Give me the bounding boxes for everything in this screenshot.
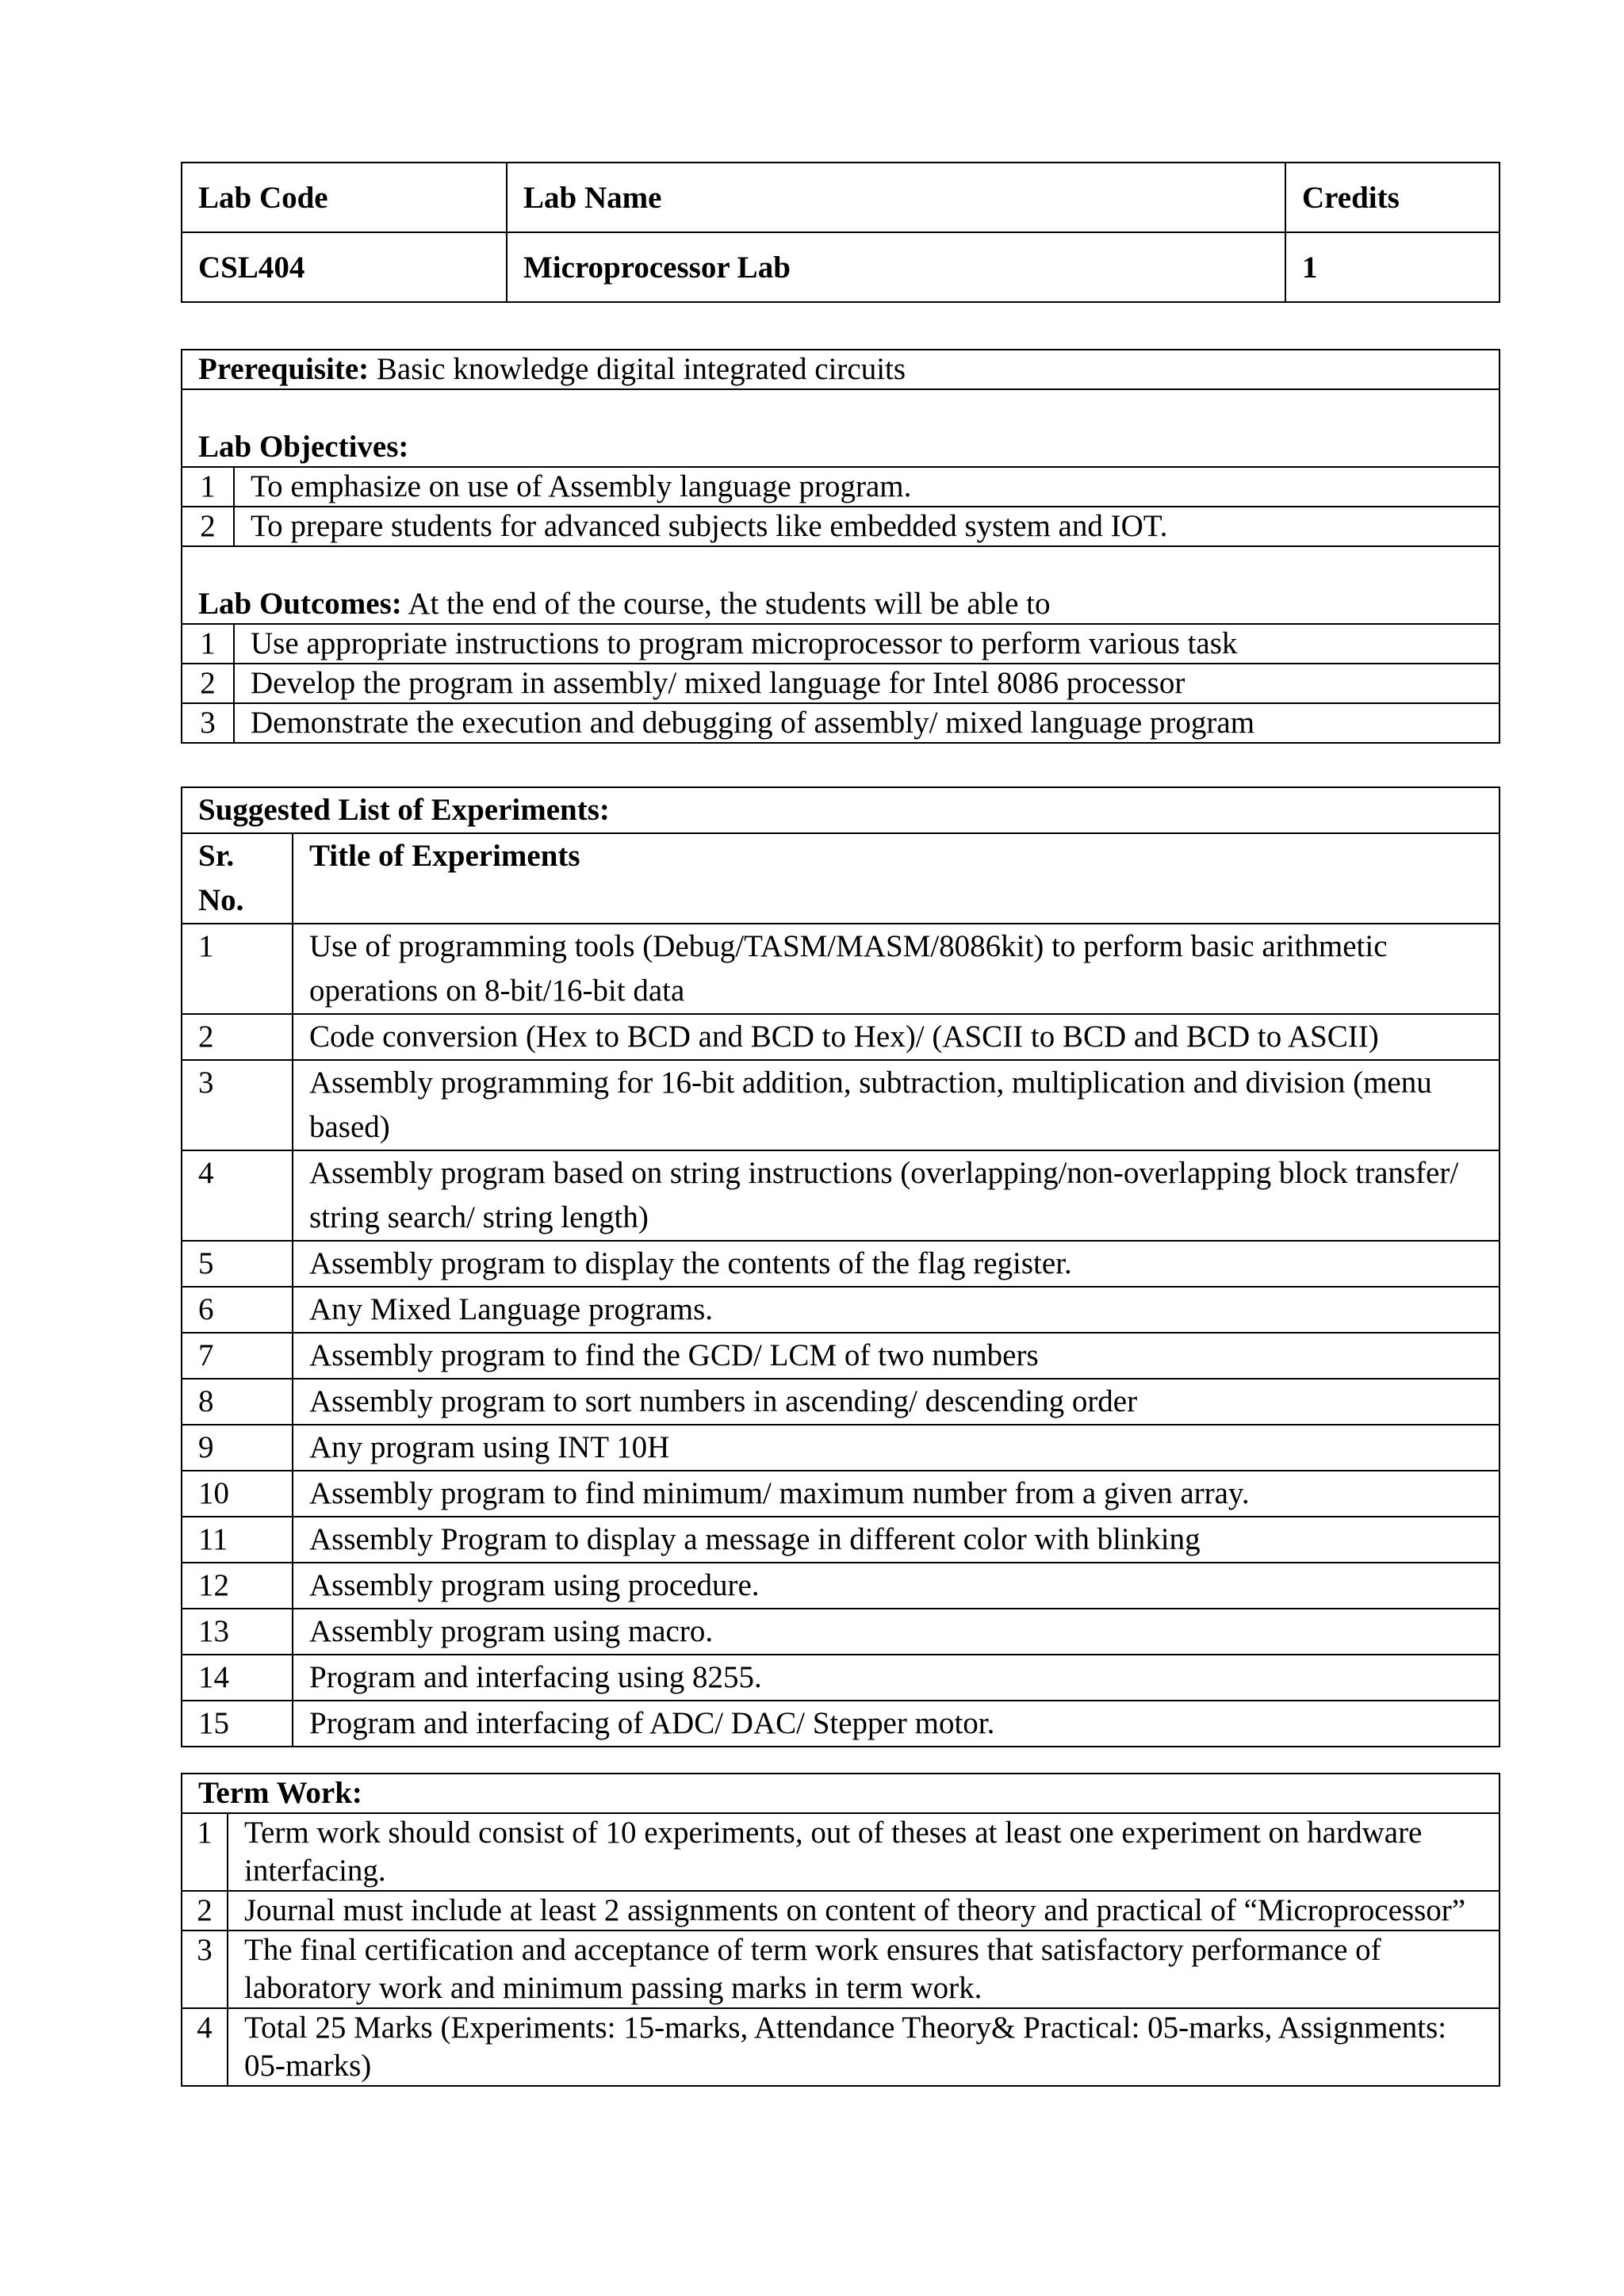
experiment-row-number: 9 — [182, 1425, 293, 1471]
experiment-row-number: 11 — [182, 1517, 293, 1563]
term-work-row — [182, 1813, 1500, 1891]
term-work-row-number: 3 — [182, 1931, 228, 2008]
experiments-table — [181, 786, 1500, 1747]
experiment-row-text: Assembly Program to display a message in different color with blinking — [293, 1517, 1500, 1563]
term-work-row — [182, 1891, 1500, 1931]
experiment-row-number: 2 — [182, 1014, 293, 1060]
lab-name-header: Lab Name — [507, 163, 1285, 232]
experiment-row-text: Any Mixed Language programs. — [293, 1287, 1500, 1333]
term-work-heading: Term Work: — [182, 1774, 1500, 1813]
experiments-list — [182, 924, 1500, 1747]
experiment-row-text: Assembly program using macro. — [293, 1609, 1500, 1655]
term-work-row-text: The final certification and acceptance of term work ensures that satisfactory performance of laboratory work and minimum passing marks in term work. — [228, 1931, 1500, 2008]
outcome-row-number: 2 — [182, 664, 234, 703]
experiment-row-text: Assembly program to display the contents of the flag register. — [293, 1241, 1500, 1287]
term-work-row — [182, 1931, 1500, 2008]
lab-code-value: CSL404 — [182, 232, 507, 302]
outcomes-label: Lab Outcomes: — [198, 587, 402, 621]
outcome-row-text: Use appropriate instructions to program microprocessor to perform various task — [234, 624, 1500, 664]
objective-row-text: To prepare students for advanced subjects like embedded system and IOT. — [234, 507, 1500, 546]
outcome-row-text: Develop the program in assembly/ mixed language for Intel 8086 processor — [234, 664, 1500, 703]
experiments-column-header-row — [182, 833, 1500, 924]
outcome-row — [182, 624, 1500, 664]
objective-row-text: To emphasize on use of Assembly language program. — [234, 467, 1500, 507]
term-work-row — [182, 2008, 1500, 2086]
objectives-list — [182, 467, 1500, 546]
term-work-row-number: 4 — [182, 2008, 228, 2086]
term-work-table — [181, 1773, 1500, 2087]
outcome-row-text: Demonstrate the execution and debugging of assembly/ mixed language program — [234, 703, 1500, 743]
outcome-row-number: 1 — [182, 624, 234, 664]
prerequisite-label: Prerequisite: — [198, 352, 370, 386]
experiment-row-text: Assembly program to find minimum/ maximum number from a given array. — [293, 1471, 1500, 1517]
term-work-list — [182, 1813, 1500, 2086]
credits-header: Credits — [1285, 163, 1500, 232]
experiment-row-number: 10 — [182, 1471, 293, 1517]
lab-code-header: Lab Code — [182, 163, 507, 232]
experiment-row — [182, 1014, 1500, 1060]
experiment-row-number: 5 — [182, 1241, 293, 1287]
objective-row-number: 1 — [182, 467, 234, 507]
experiment-row-text: Assembly program to find the GCD/ LCM of two numbers — [293, 1333, 1500, 1379]
outcome-row — [182, 664, 1500, 703]
sr-no-header — [182, 833, 293, 924]
experiment-row — [182, 1287, 1500, 1333]
experiments-heading-row — [182, 787, 1500, 833]
experiment-row — [182, 1471, 1500, 1517]
experiment-row — [182, 924, 1500, 1014]
experiment-row-text: Assembly program based on string instructions (overlapping/non-overlapping block transfer/ string search/ string length) — [293, 1150, 1500, 1241]
experiment-row-number: 1 — [182, 924, 293, 1014]
outcomes-intro: At the end of the course, the students will be able to — [401, 587, 1051, 621]
experiment-row — [182, 1517, 1500, 1563]
experiment-row — [182, 1241, 1500, 1287]
objective-row — [182, 507, 1500, 546]
experiment-row — [182, 1425, 1500, 1471]
experiment-row-number: 4 — [182, 1150, 293, 1241]
term-work-row-number: 2 — [182, 1891, 228, 1931]
experiment-row-text: Any program using INT 10H — [293, 1425, 1500, 1471]
experiment-row — [182, 1150, 1500, 1241]
experiment-row — [182, 1563, 1500, 1609]
outcome-row-number: 3 — [182, 703, 234, 743]
course-details-table — [181, 349, 1500, 744]
experiment-row-text: Program and interfacing of ADC/ DAC/ Stepper motor. — [293, 1701, 1500, 1747]
lab-info-header-row — [182, 163, 1500, 232]
experiment-row-number: 13 — [182, 1609, 293, 1655]
experiment-row-number: 7 — [182, 1333, 293, 1379]
outcome-row — [182, 703, 1500, 743]
experiment-row-text: Program and interfacing using 8255. — [293, 1655, 1500, 1701]
experiment-row-number: 14 — [182, 1655, 293, 1701]
title-header: Title of Experiments — [293, 833, 1500, 924]
term-work-row-text: Total 25 Marks (Experiments: 15-marks, Attendance Theory& Practical: 05-marks, Assignments: 05-marks) — [228, 2008, 1500, 2086]
lab-info-table — [181, 162, 1500, 303]
outcomes-heading-row — [182, 546, 1500, 624]
experiment-row — [182, 1701, 1500, 1747]
term-work-row-text: Journal must include at least 2 assignments on content of theory and practical of “Microprocessor” — [228, 1891, 1500, 1931]
experiment-row-number: 8 — [182, 1379, 293, 1425]
experiment-row — [182, 1060, 1500, 1150]
objectives-heading-row — [182, 389, 1500, 467]
sr-no-header-line1: Sr. — [198, 839, 235, 873]
term-work-row-text: Term work should consist of 10 experiments, out of theses at least one experiment on hardware interfacing. — [228, 1813, 1500, 1891]
experiment-row-number: 6 — [182, 1287, 293, 1333]
experiment-row — [182, 1333, 1500, 1379]
experiment-row-text: Code conversion (Hex to BCD and BCD to Hex)/ (ASCII to BCD and BCD to ASCII) — [293, 1014, 1500, 1060]
credits-value: 1 — [1285, 232, 1500, 302]
experiment-row-text: Assembly programming for 16-bit addition, subtraction, multiplication and division (menu based) — [293, 1060, 1500, 1150]
objective-row — [182, 467, 1500, 507]
lab-info-row — [182, 232, 1500, 302]
experiment-row — [182, 1655, 1500, 1701]
experiment-row-number: 3 — [182, 1060, 293, 1150]
sr-no-header-line2: No. — [198, 883, 244, 917]
term-work-row-number: 1 — [182, 1813, 228, 1891]
lab-name-value: Microprocessor Lab — [507, 232, 1285, 302]
experiment-row — [182, 1379, 1500, 1425]
prerequisite-text: Basic knowledge digital integrated circuits — [369, 352, 906, 386]
term-work-heading-row — [182, 1774, 1500, 1813]
prerequisite-row — [182, 350, 1500, 389]
experiment-row-text: Use of programming tools (Debug/TASM/MASM/8086kit) to perform basic arithmetic operations on 8-bit/16-bit data — [293, 924, 1500, 1014]
experiment-row-number: 15 — [182, 1701, 293, 1747]
experiment-row — [182, 1609, 1500, 1655]
experiment-row-text: Assembly program using procedure. — [293, 1563, 1500, 1609]
objectives-label: Lab Objectives: — [198, 430, 409, 464]
experiment-row-number: 12 — [182, 1563, 293, 1609]
objective-row-number: 2 — [182, 507, 234, 546]
experiment-row-text: Assembly program to sort numbers in ascending/ descending order — [293, 1379, 1500, 1425]
experiments-heading: Suggested List of Experiments: — [182, 787, 1500, 833]
outcomes-list — [182, 624, 1500, 743]
